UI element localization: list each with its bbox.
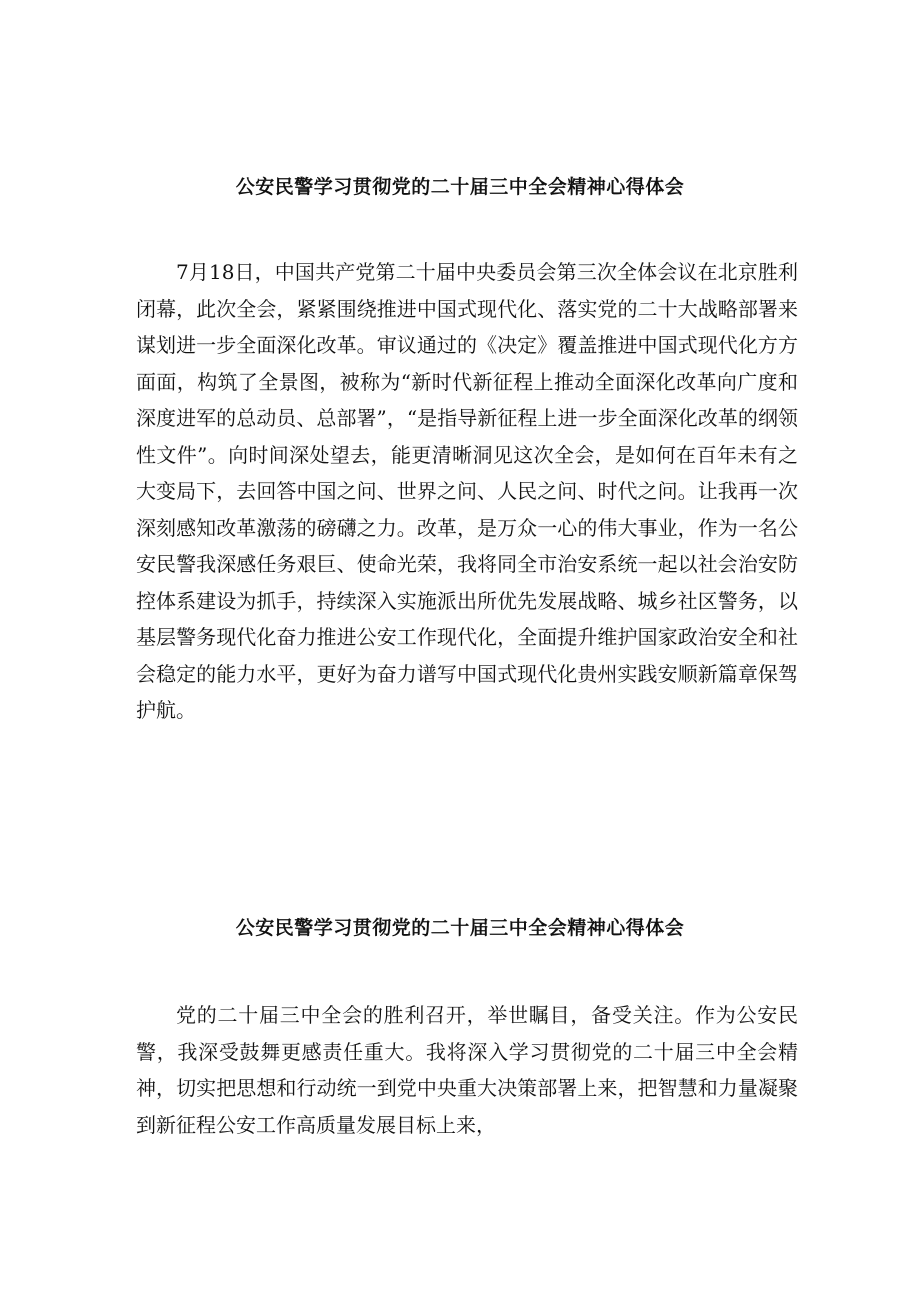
section-1-paragraph: 7月18日，中国共产党第二十届中央委员会第三次全体会议在北京胜利闭幕，此次全会，紧紧围绕推进中国式现代化、落实党的二十大战略部署来谋划进一步全面深化改革。审议通过的《决定》覆盖推进中国式现代化方方面面，构筑了全景图，被称为“新时代新征程上推动全面深化改革向广度和深度进军的总动员、总部署”，“是指导新征程上进一步全面深化改革的纲领性文件”。向时间深处望去，能更清晰洞见这次全会，是如何在百年未有之大变局下，去回答中国之问、世界之问、人民之问、时代之问。让我再一次深刻感知改革激荡的磅礴之力。改革，是万众一心的伟大事业，作为一名公安民警我深感任务艰巨、使命光荣，我将同全市治安系统一起以社会治安防控体系建设为抓手，持续深入实施派出所优先发展战略、城乡社区警务，以基层警务现代化奋力推进公安工作现代化，全面提升维护国家政治安全和社会稳定的能力水平，更好为奋力谱写中国式现代化贵州实践安顺新篇章保驾护航。 [136,260,798,722]
section-2-title: 公安民警学习贯彻党的二十届三中全会精神心得体会 [235,917,685,939]
section-1-title: 公安民警学习贯彻党的二十届三中全会精神心得体会 [235,176,685,198]
section-2-paragraph: 党的二十届三中全会的胜利召开，举世瞩目，备受关注。作为公安民警，我深受鼓舞更感责任重大。我将深入学习贯彻党的二十届三中全会精神，切实把思想和行动统一到党中央重大决策部署上来，把智慧和力量凝聚到新征程公安工作高质量发展目标上来， [136,1003,798,1137]
